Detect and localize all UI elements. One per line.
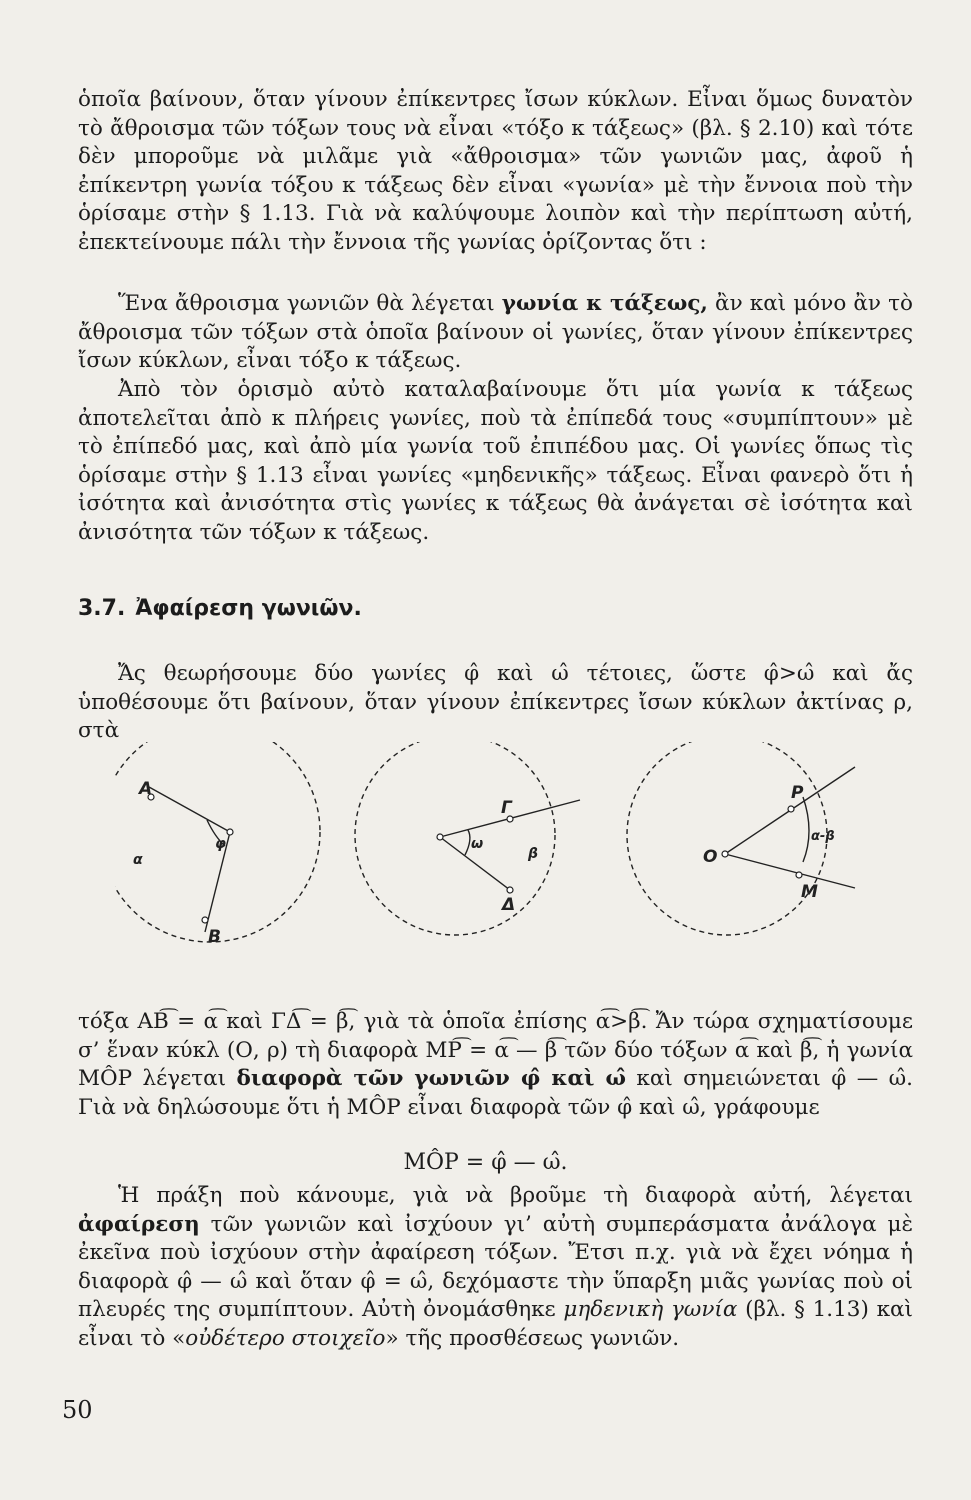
label-o: Ο [703, 847, 718, 867]
circle-1-ray-a [149, 787, 230, 832]
label-b: Β [208, 927, 221, 947]
definition-after: ἂν καὶ μόνο ἂν τὸ ἄθροισμα τῶν τόξων στὰ ὁποῖα βαίνουν οἱ γωνίες, ὅταν γίνουν ἐπίκεντρες ἴσων κύκλων, εἶναι τόξο κ τάξεως. [78, 291, 913, 374]
paragraph-consider-angles [78, 660, 913, 746]
label-angle-omega: ω [471, 836, 484, 852]
label-arc-alpha-minus-beta: α-β [811, 829, 835, 844]
definition-term: γωνία κ τάξεως, [501, 291, 708, 316]
point-center-3 [722, 851, 728, 857]
definition-paragraph [78, 290, 913, 376]
point-d [507, 887, 513, 893]
section-title: Ἀφαίρεση γωνιῶν. [135, 596, 362, 621]
circle-3 [627, 742, 827, 935]
paragraph-difference-part1: τόξα ΑΒ͡ = α͡ καὶ ΓΔ͡ = β͡, γιὰ τὰ ὁποῖα ἐπίσης α͡>β͡. Ἄν τώρα σχηματίσουμε σ’ ἕναν κύκλ (Ο, ρ) τὴ διαφορὰ ΜΡ͡ = α͡ — β͡ τῶν δύο τόξων α͡ καὶ β͡, ἡ γωνία ΜÔΡ λέγεται [78, 1009, 913, 1092]
point-center-1 [227, 829, 233, 835]
definition-before: Ἕνα ἄθροισμα γωνιῶν θὰ λέγεται [118, 291, 502, 316]
circle-2 [355, 742, 555, 935]
point-p [788, 806, 794, 812]
label-p: Ρ [791, 783, 804, 803]
label-m: Μ [801, 882, 818, 902]
circle-3-ray-m [725, 854, 855, 888]
page-number: 50 [62, 1396, 93, 1424]
paragraph-difference-part2: καὶ σημειώνεται φ̂ — ω̂. Γιὰ νὰ δηλώσουμε ὅτι ἡ ΜÔΡ εἶναι διαφορὰ τῶν φ̂ καὶ ω̂, γράφουμε [78, 1066, 913, 1120]
section-number: 3.7. [78, 596, 126, 621]
label-d: Δ [502, 895, 516, 915]
paragraph-intro-text: ὁποῖα βαίνουν, ὅταν γίνουν ἐπίκεντρες ἴσων κύκλων. Εἶναι ὅμως δυνατὸν τὸ ἄθροισμα τῶν τόξων τους νὰ εἶναι «τόξο κ τάξεως» (βλ. § 2.10) καὶ τότε δὲν μποροῦμε νὰ μιλᾶμε γιὰ «ἄθροισμα» τῶν γωνιῶν μας, ἀφοῦ ἡ ἐπίκεντρη γωνία τόξου κ τάξεως δὲν εἶναι «γωνία» μὲ τὴν ἔννοια ποὺ τὴν ὁρίσαμε στὴν § 1.13. Γιὰ νὰ καλύψουμε λοιπὸν καὶ τὴν περίπτωση αὐτή, ἐπεκτείνουμε πάλι τὴν ἔννοια τῆς γωνίας ὁρίζοντας ὅτι : [78, 87, 913, 255]
point-b [202, 917, 208, 923]
zero-angle-term: μηδενικὴ γωνία [563, 1297, 738, 1323]
paragraph-difference [78, 1008, 913, 1122]
paragraph-order-angles [78, 376, 913, 548]
label-angle-phi: φ [215, 836, 226, 852]
circle-2-angle-arc [465, 830, 470, 855]
label-arc-beta: β [528, 846, 539, 862]
paragraph-subtraction-part4: » τῆς προσθέσεως γωνιῶν. [385, 1325, 680, 1351]
section-heading [78, 596, 372, 621]
neutral-element-term: οὐδέτερο στοιχεῖο [185, 1325, 386, 1351]
label-arc-alpha: α [133, 852, 143, 868]
angle-difference-figure [115, 742, 885, 954]
paragraph-difference-term: διαφορὰ τῶν γωνιῶν φ̂ καὶ ω̂ [236, 1066, 626, 1092]
paragraph-intro [78, 86, 913, 258]
label-a: Α [139, 779, 153, 799]
paragraph-subtraction-part3: (βλ. § 1.13) καὶ εἶναι τὸ « [78, 1297, 913, 1351]
paragraph-subtraction-term: ἀφαίρεση [78, 1211, 200, 1237]
paragraph-subtraction-part2: τῶν γωνιῶν καὶ ἰσχύουν γι’ αὐτὴ συμπεράσματα ἀνάλογα μὲ ἐκεῖνα ποὺ ἰσχύουν στὴν ἀφαίρεση τόξων. Ἔτσι π.χ. γιὰ νὰ ἔχει νόημα ἡ διαφορὰ φ̂ — ω̂ καὶ ὅταν φ̂ = ω̂, δεχόμαστε τὴν ὕπαρξη μιᾶς γωνίας ποὺ οἱ πλευρές της συμπίπτουν. Αὐτὴ ὀνομάσθηκε [78, 1211, 913, 1323]
paragraph-order-angles-text: Ἀπὸ τὸν ὁρισμὸ αὐτὸ καταλαβαίνουμε ὅτι μία γωνία κ τάξεως ἀποτελεῖται ἀπὸ κ πλήρεις γωνίες, ποὺ τὰ ἐπίπεδά τους «συμπίπτουν» μὲ τὸ ἐπίπεδό μας, καὶ ἀπὸ μία γωνία τοῦ ἐπιπέδου μας. Οἱ γωνίες ὅπως τὶς ὁρίσαμε στὴν § 1.13 εἶναι γωνίες «μηδενικῆς» τάξεως. Εἶναι φανερὸ ὅτι ἡ ἰσότητα καὶ ἀνισότητα στὶς γωνίες κ τάξεως θὰ ἀνάγεται σὲ ἰσότητα καὶ ἀνισότητα τῶν τόξων κ τάξεως. [78, 377, 913, 545]
paragraph-consider-angles-text: Ἄς θεωρήσουμε δύο γωνίες φ̂ καὶ ω̂ τέτοιες, ὥστε φ̂>ω̂ καὶ ἄς ὑποθέσουμε ὅτι βαίνουν, ὅταν γίνουν ἐπίκεντρες ἴσων κύκλων ἀκτίνας ρ, στὰ [78, 661, 913, 744]
label-g: Γ [501, 798, 512, 818]
paragraph-subtraction [78, 1182, 913, 1354]
point-center-2 [437, 834, 443, 840]
point-m [796, 872, 802, 878]
paragraph-subtraction-part1: Ἡ πράξη ποὺ κάνουμε, γιὰ νὰ βροῦμε τὴ διαφορὰ αὐτή, λέγεται [118, 1183, 913, 1208]
circle-3-arc-mark [803, 797, 809, 862]
difference-formula: ΜÔΡ = φ̂ — ω̂. [403, 1150, 568, 1175]
